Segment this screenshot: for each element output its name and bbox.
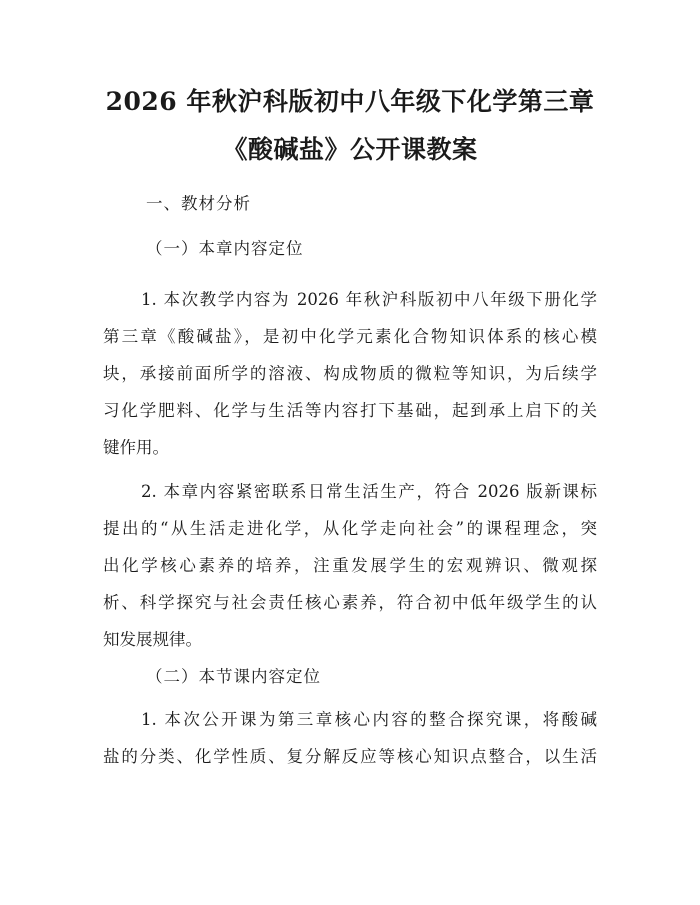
section-heading-teaching-material-analysis: 一、教材分析 [146, 194, 251, 213]
paragraph-line: 键作用。 [103, 438, 169, 457]
document-title-line1: 2026 年秋沪科版初中八年级下化学第三章 [105, 87, 595, 116]
paragraph-line: 提出的“从生活走进化学，从化学走向社会”的课程理念，突 [103, 519, 597, 538]
subsection-heading-chapter-positioning: （一）本章内容定位 [146, 239, 304, 258]
paragraph-line: 习化学肥料、化学与生活等内容打下基础，起到承上启下的关 [103, 401, 597, 420]
paragraph-line: 1. 本次公开课为第三章核心内容的整合探究课，将酸碱 [141, 710, 597, 729]
paragraph-line: 1. 本次教学内容为 2026 年秋沪科版初中八年级下册化学 [141, 290, 597, 309]
paragraph-line: 盐的分类、化学性质、复分解反应等核心知识点整合，以生活 [103, 747, 597, 766]
paragraph-chapter-positioning-1 [103, 281, 597, 466]
paragraph-line: 块，承接前面所学的溶液、构成物质的微粒等知识，为后续学 [103, 364, 597, 383]
document-title-line2: 《酸碱盐》公开课教案 [222, 135, 478, 164]
paragraph-lesson-positioning-1 [103, 701, 597, 775]
paragraph-line: 第三章《酸碱盐》，是初中化学元素化合物知识体系的核心模 [103, 327, 597, 346]
paragraph-line: 知发展规律。 [103, 630, 202, 649]
paragraph-line: 2. 本章内容紧密联系日常生活生产，符合 2026 版新课标 [141, 482, 597, 501]
paragraph-line: 析、科学探究与社会责任核心素养，符合初中低年级学生的认 [103, 593, 597, 612]
paragraph-chapter-positioning-2 [103, 473, 597, 658]
paragraph-line: 出化学核心素养的培养，注重发展学生的宏观辨识、微观探 [103, 556, 597, 575]
subsection-heading-lesson-positioning: （二）本节课内容定位 [146, 667, 321, 686]
